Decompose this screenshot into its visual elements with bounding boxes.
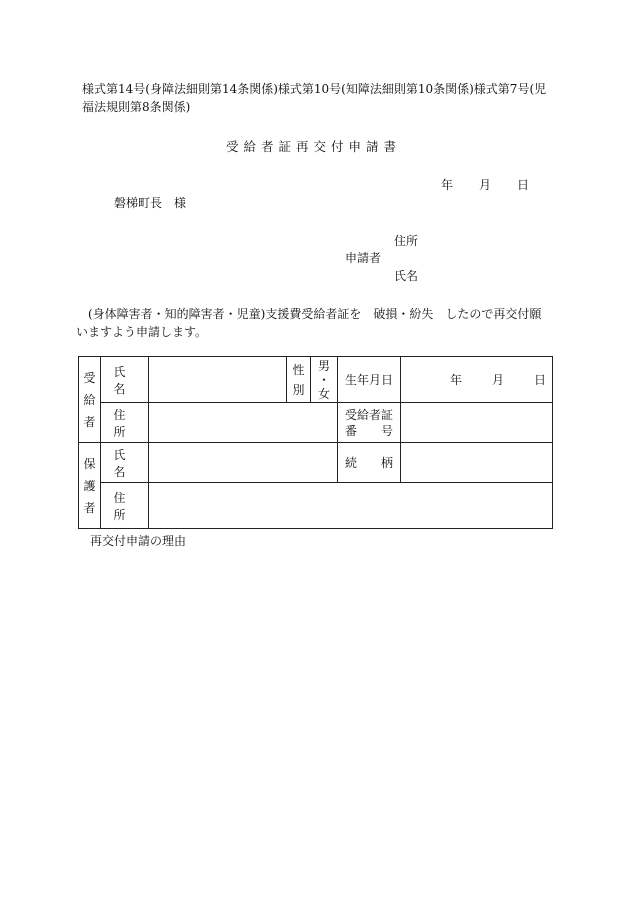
form-reference: 様式第14号(身障法細則第14条関係)様式第10号(知障法細則第10条関係)様式第7号(児福法規則第8条関係): [82, 82, 547, 114]
reissue-reason-label: 再交付申請の理由: [90, 534, 187, 548]
addressee: 磐梯町長 様: [114, 196, 187, 210]
guardian-address-label: 住 所: [101, 483, 149, 529]
application-date: [441, 176, 529, 193]
recipient-name-field[interactable]: [149, 357, 287, 403]
guardian-address-field[interactable]: [149, 483, 553, 529]
recipient-group-label: 受 給 者: [79, 357, 101, 443]
month-label: 月: [479, 178, 492, 192]
recipient-name-label: 氏 名: [101, 357, 149, 403]
recipient-address-field[interactable]: [149, 403, 338, 443]
cert-number-field[interactable]: [401, 403, 553, 443]
sex-label: 性 別: [287, 357, 311, 403]
guardian-name-row: [79, 443, 553, 483]
guardian-name-label: 氏 名: [101, 443, 149, 483]
applicant-address-label: 住所: [394, 234, 419, 248]
recipient-address-label: 住 所: [101, 403, 149, 443]
guardian-group-label: 保 護 者: [79, 443, 101, 529]
guardian-address-row: [79, 483, 553, 529]
request-statement-line2: いますよう申請します。: [76, 325, 208, 339]
request-statement: [76, 305, 558, 341]
applicant-label: 申請者: [345, 251, 382, 265]
sex-options[interactable]: 男 ・ 女: [311, 357, 338, 403]
recipient-name-row: [79, 357, 553, 403]
year-label: 年: [441, 178, 454, 192]
day-label: 日: [517, 178, 530, 192]
recipient-address-row: [79, 403, 553, 443]
request-statement-line1: (身体障害者・知的障害者・児童)支援費受給者証を 破損・紛失 したので再交付願: [88, 307, 542, 321]
guardian-name-field[interactable]: [149, 443, 338, 483]
application-form-table: [78, 356, 553, 529]
birthdate-field[interactable]: 年 月 日: [401, 357, 553, 403]
cert-number-label: 受給者証 番 号: [338, 403, 401, 443]
applicant-name-label: 氏名: [394, 269, 419, 283]
relationship-label: 続 柄: [338, 443, 401, 483]
relationship-field[interactable]: [401, 443, 553, 483]
page-title: 受給者証再交付申請書: [226, 139, 402, 154]
birthdate-label: 生年月日: [338, 357, 401, 403]
